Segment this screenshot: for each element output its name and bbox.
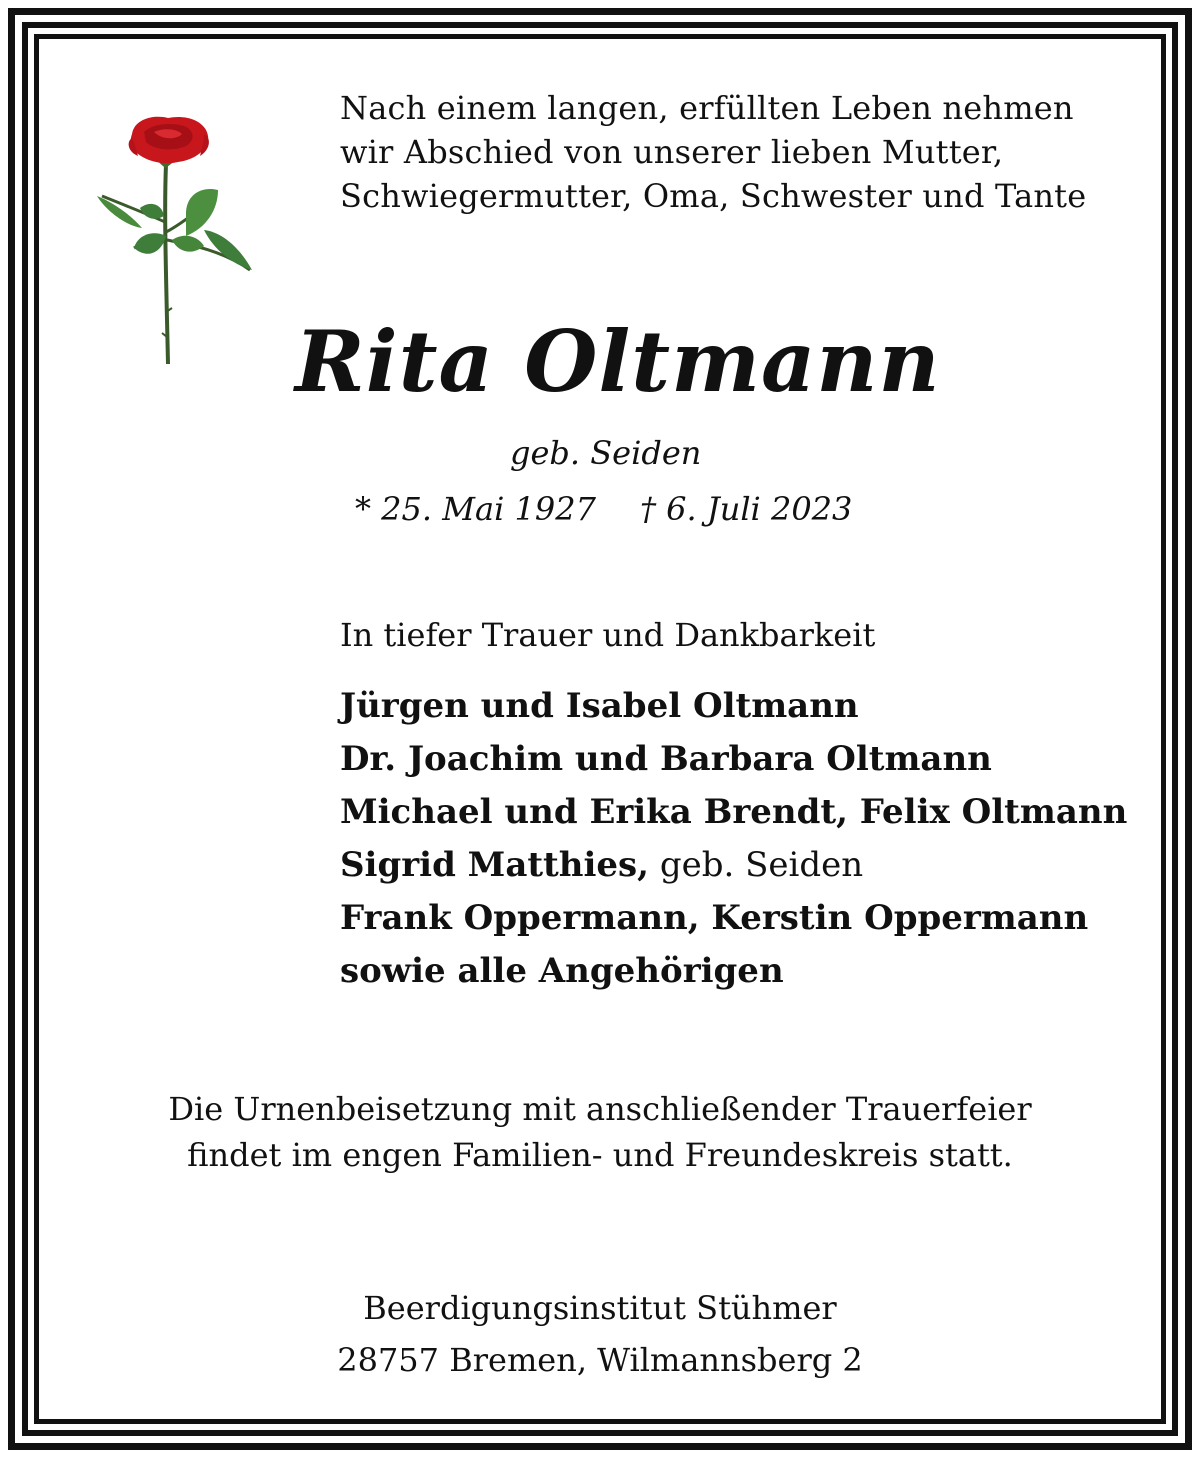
- mourner-line: Dr. Joachim und Barbara Oltmann: [340, 739, 992, 779]
- rose-icon: [92, 112, 257, 370]
- mourner-name: Sigrid Matthies,: [340, 845, 650, 885]
- funeral-home: [0, 1282, 1200, 1386]
- death-date: † 6. Juli 2023: [640, 490, 853, 528]
- mourning-line: In tiefer Trauer und Dankbarkeit: [340, 616, 876, 654]
- burial-line: Die Urnenbeisetzung mit anschließender Trauerfeier: [168, 1090, 1032, 1128]
- mourner-line: [340, 839, 1127, 892]
- mourners-list: [340, 680, 1127, 998]
- burial-notice: [0, 1086, 1200, 1178]
- mourner-line: Frank Oppermann, Kerstin Oppermann: [340, 898, 1089, 938]
- intro-line: wir Abschied von unserer lieben Mutter,: [340, 133, 1004, 171]
- funeral-home-name: Beerdigungsinstitut Stühmer: [363, 1289, 837, 1327]
- intro-line: Schwiegermutter, Oma, Schwester und Tante: [340, 177, 1087, 215]
- mourner-line: sowie alle Angehörigen: [340, 951, 784, 991]
- burial-line: findet im engen Familien- und Freundeskreis statt.: [187, 1136, 1013, 1174]
- mourner-line: Michael und Erika Brendt, Felix Oltmann: [340, 792, 1128, 832]
- maiden-name: geb. Seiden: [510, 434, 702, 472]
- intro-text: [340, 86, 1086, 218]
- birth-date: * 25. Mai 1927: [355, 490, 596, 528]
- mourner-line: Jürgen und Isabel Oltmann: [340, 686, 859, 726]
- funeral-home-address: 28757 Bremen, Wilmannsberg 2: [337, 1341, 863, 1379]
- mourner-maiden-name: geb. Seiden: [649, 845, 864, 885]
- deceased-name: Rita Oltmann: [295, 312, 941, 411]
- intro-line: Nach einem langen, erfüllten Leben nehmen: [340, 89, 1074, 127]
